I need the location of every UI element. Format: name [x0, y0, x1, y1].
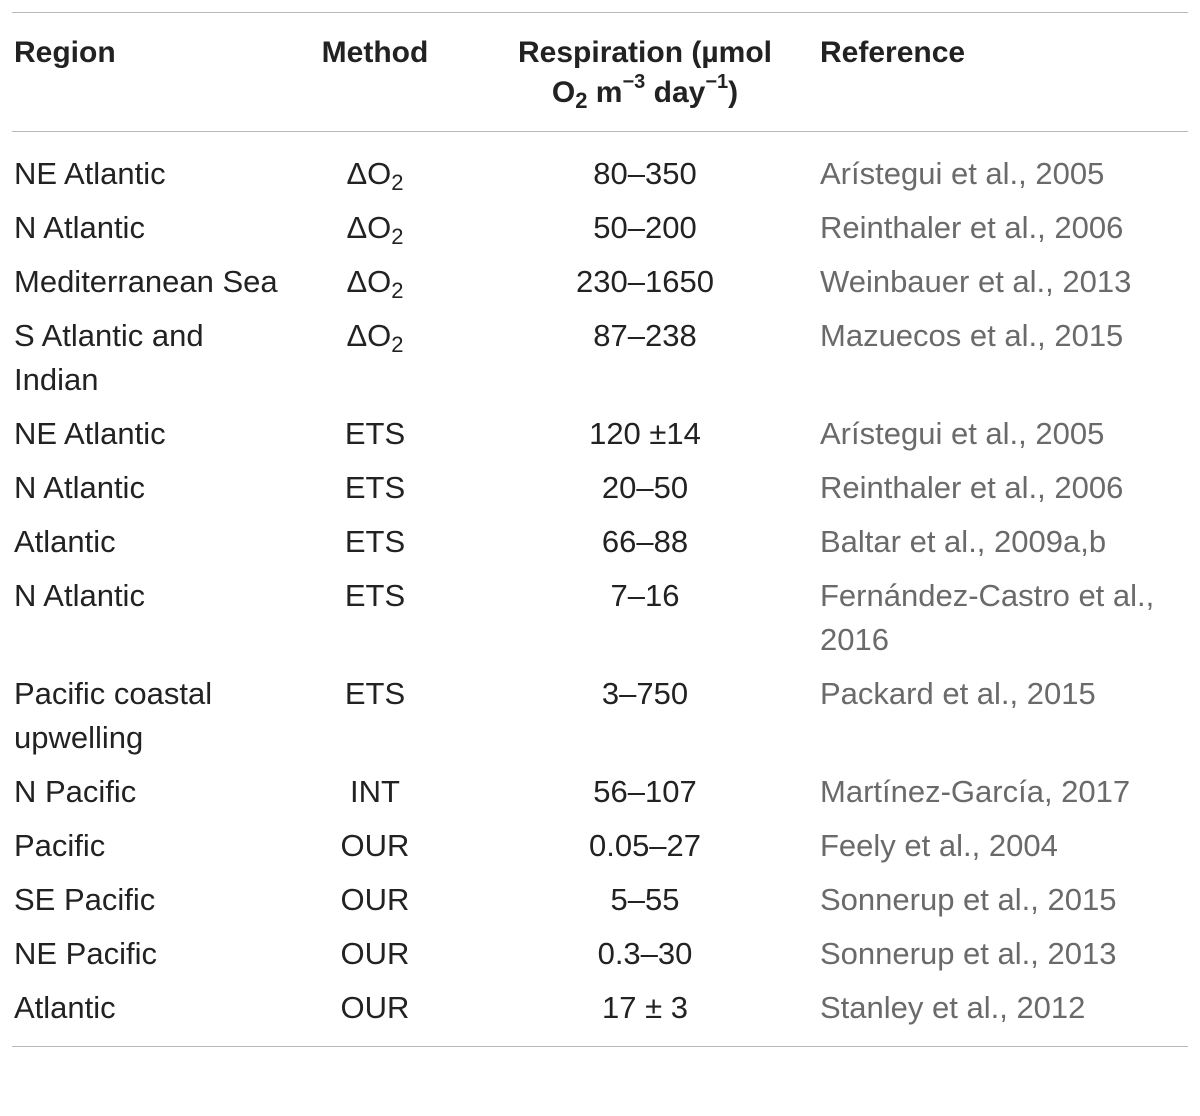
- table-row: [12, 569, 1188, 667]
- cell-region: NE Atlantic: [14, 156, 166, 191]
- cell-method: [280, 461, 470, 515]
- cell-region: Atlantic: [14, 990, 116, 1025]
- table-row: [12, 873, 1188, 927]
- cell-region: SE Pacific: [14, 882, 156, 917]
- table-row: [12, 819, 1188, 873]
- cell-method: [280, 515, 470, 569]
- cell-reference: Reinthaler et al., 2006: [820, 210, 1124, 245]
- header-row: [12, 13, 1188, 132]
- cell-method: [280, 819, 470, 873]
- cell-reference: Arístegui et al., 2005: [820, 416, 1105, 451]
- header-respiration-close: ): [728, 76, 739, 109]
- cell-method-text: OUR: [340, 828, 410, 863]
- cell-method-text: OUR: [340, 936, 410, 971]
- header-respiration-o: O: [551, 76, 576, 109]
- table-row: [12, 981, 1188, 1047]
- cell-region: S Atlantic and Indian: [14, 318, 204, 397]
- cell-reference: Baltar et al., 2009a,b: [820, 524, 1107, 559]
- table-row: [12, 927, 1188, 981]
- cell-method: [280, 765, 470, 819]
- cell-respiration: 120 ±14: [589, 416, 701, 451]
- cell-reference: Packard et al., 2015: [820, 676, 1096, 711]
- table-body: [12, 132, 1188, 1047]
- table-row: [12, 201, 1188, 255]
- cell-respiration: 3–750: [601, 676, 689, 711]
- header-respiration: [470, 13, 820, 132]
- header-respiration-m-sup: −3: [622, 71, 646, 93]
- header-respiration-day-sup: −1: [705, 71, 729, 93]
- cell-method: [280, 981, 470, 1047]
- cell-method-text: ETS: [344, 470, 406, 505]
- table-row: [12, 765, 1188, 819]
- table-row: [12, 132, 1188, 202]
- cell-respiration: 230–1650: [576, 264, 714, 299]
- cell-method: [280, 255, 470, 309]
- header-respiration-line1: Respiration (µmol: [518, 36, 772, 69]
- cell-method: [280, 873, 470, 927]
- cell-method: [280, 201, 470, 255]
- cell-method-text: OUR: [340, 882, 410, 917]
- header-respiration-day: day: [645, 76, 706, 109]
- cell-method-subscript: 2: [391, 278, 404, 303]
- cell-method: [280, 667, 470, 765]
- cell-respiration: 17 ± 3: [602, 990, 688, 1025]
- table-row: [12, 309, 1188, 407]
- cell-reference: Stanley et al., 2012: [820, 990, 1086, 1025]
- cell-region: Atlantic: [14, 524, 116, 559]
- cell-reference: Weinbauer et al., 2013: [820, 264, 1132, 299]
- cell-reference: Reinthaler et al., 2006: [820, 470, 1124, 505]
- cell-respiration: 56–107: [593, 774, 697, 809]
- table-row: [12, 255, 1188, 309]
- cell-region: N Atlantic: [14, 578, 145, 613]
- cell-region: NE Atlantic: [14, 416, 166, 451]
- cell-region: N Atlantic: [14, 210, 145, 245]
- cell-method-text: ΔO: [346, 318, 392, 353]
- cell-reference: Feely et al., 2004: [820, 828, 1058, 863]
- header-reference: Reference: [820, 36, 966, 69]
- header-method: Method: [321, 36, 429, 69]
- table-row: [12, 667, 1188, 765]
- cell-reference: Sonnerup et al., 2015: [820, 882, 1117, 917]
- cell-method-text: ΔO: [346, 264, 392, 299]
- cell-method-text: ETS: [344, 578, 406, 613]
- respiration-table: [12, 12, 1188, 1047]
- cell-respiration: 66–88: [601, 524, 689, 559]
- cell-respiration: 0.3–30: [597, 936, 693, 971]
- header-respiration-m: m: [587, 76, 623, 109]
- cell-respiration: 5–55: [610, 882, 680, 917]
- table-header: [12, 13, 1188, 132]
- cell-region: Pacific: [14, 828, 106, 863]
- cell-reference: Martínez-García, 2017: [820, 774, 1131, 809]
- cell-method: [280, 927, 470, 981]
- header-region: Region: [14, 36, 116, 69]
- cell-respiration: 87–238: [593, 318, 697, 353]
- cell-region: N Atlantic: [14, 470, 145, 505]
- cell-method: [280, 132, 470, 202]
- cell-method-subscript: 2: [391, 170, 404, 195]
- cell-method-subscript: 2: [391, 332, 404, 357]
- cell-method-text: ETS: [344, 524, 406, 559]
- cell-region: N Pacific: [14, 774, 137, 809]
- table-row: [12, 461, 1188, 515]
- cell-respiration: 20–50: [601, 470, 689, 505]
- cell-region: Pacific coastal upwelling: [14, 676, 213, 755]
- cell-method: [280, 407, 470, 461]
- respiration-table-container: [12, 12, 1188, 1047]
- cell-method-text: OUR: [340, 990, 410, 1025]
- cell-method-text: ETS: [344, 676, 406, 711]
- cell-respiration: 80–350: [593, 156, 697, 191]
- cell-method-subscript: 2: [391, 224, 404, 249]
- header-respiration-o-sub: 2: [575, 88, 588, 113]
- cell-respiration: 7–16: [610, 578, 680, 613]
- cell-reference: Sonnerup et al., 2013: [820, 936, 1117, 971]
- cell-method-text: ETS: [344, 416, 406, 451]
- cell-reference: Arístegui et al., 2005: [820, 156, 1105, 191]
- cell-region: Mediterranean Sea: [14, 264, 278, 299]
- cell-method: [280, 569, 470, 667]
- cell-method-text: ΔO: [346, 210, 392, 245]
- cell-region: NE Pacific: [14, 936, 157, 971]
- table-row: [12, 407, 1188, 461]
- cell-reference: Mazuecos et al., 2015: [820, 318, 1124, 353]
- table-row: [12, 515, 1188, 569]
- cell-method-text: INT: [350, 774, 400, 809]
- cell-respiration: 0.05–27: [588, 828, 702, 863]
- cell-method-text: ΔO: [346, 156, 392, 191]
- cell-reference: Fernández-Castro et al., 2016: [820, 578, 1155, 657]
- cell-respiration: 50–200: [593, 210, 697, 245]
- cell-method: [280, 309, 470, 407]
